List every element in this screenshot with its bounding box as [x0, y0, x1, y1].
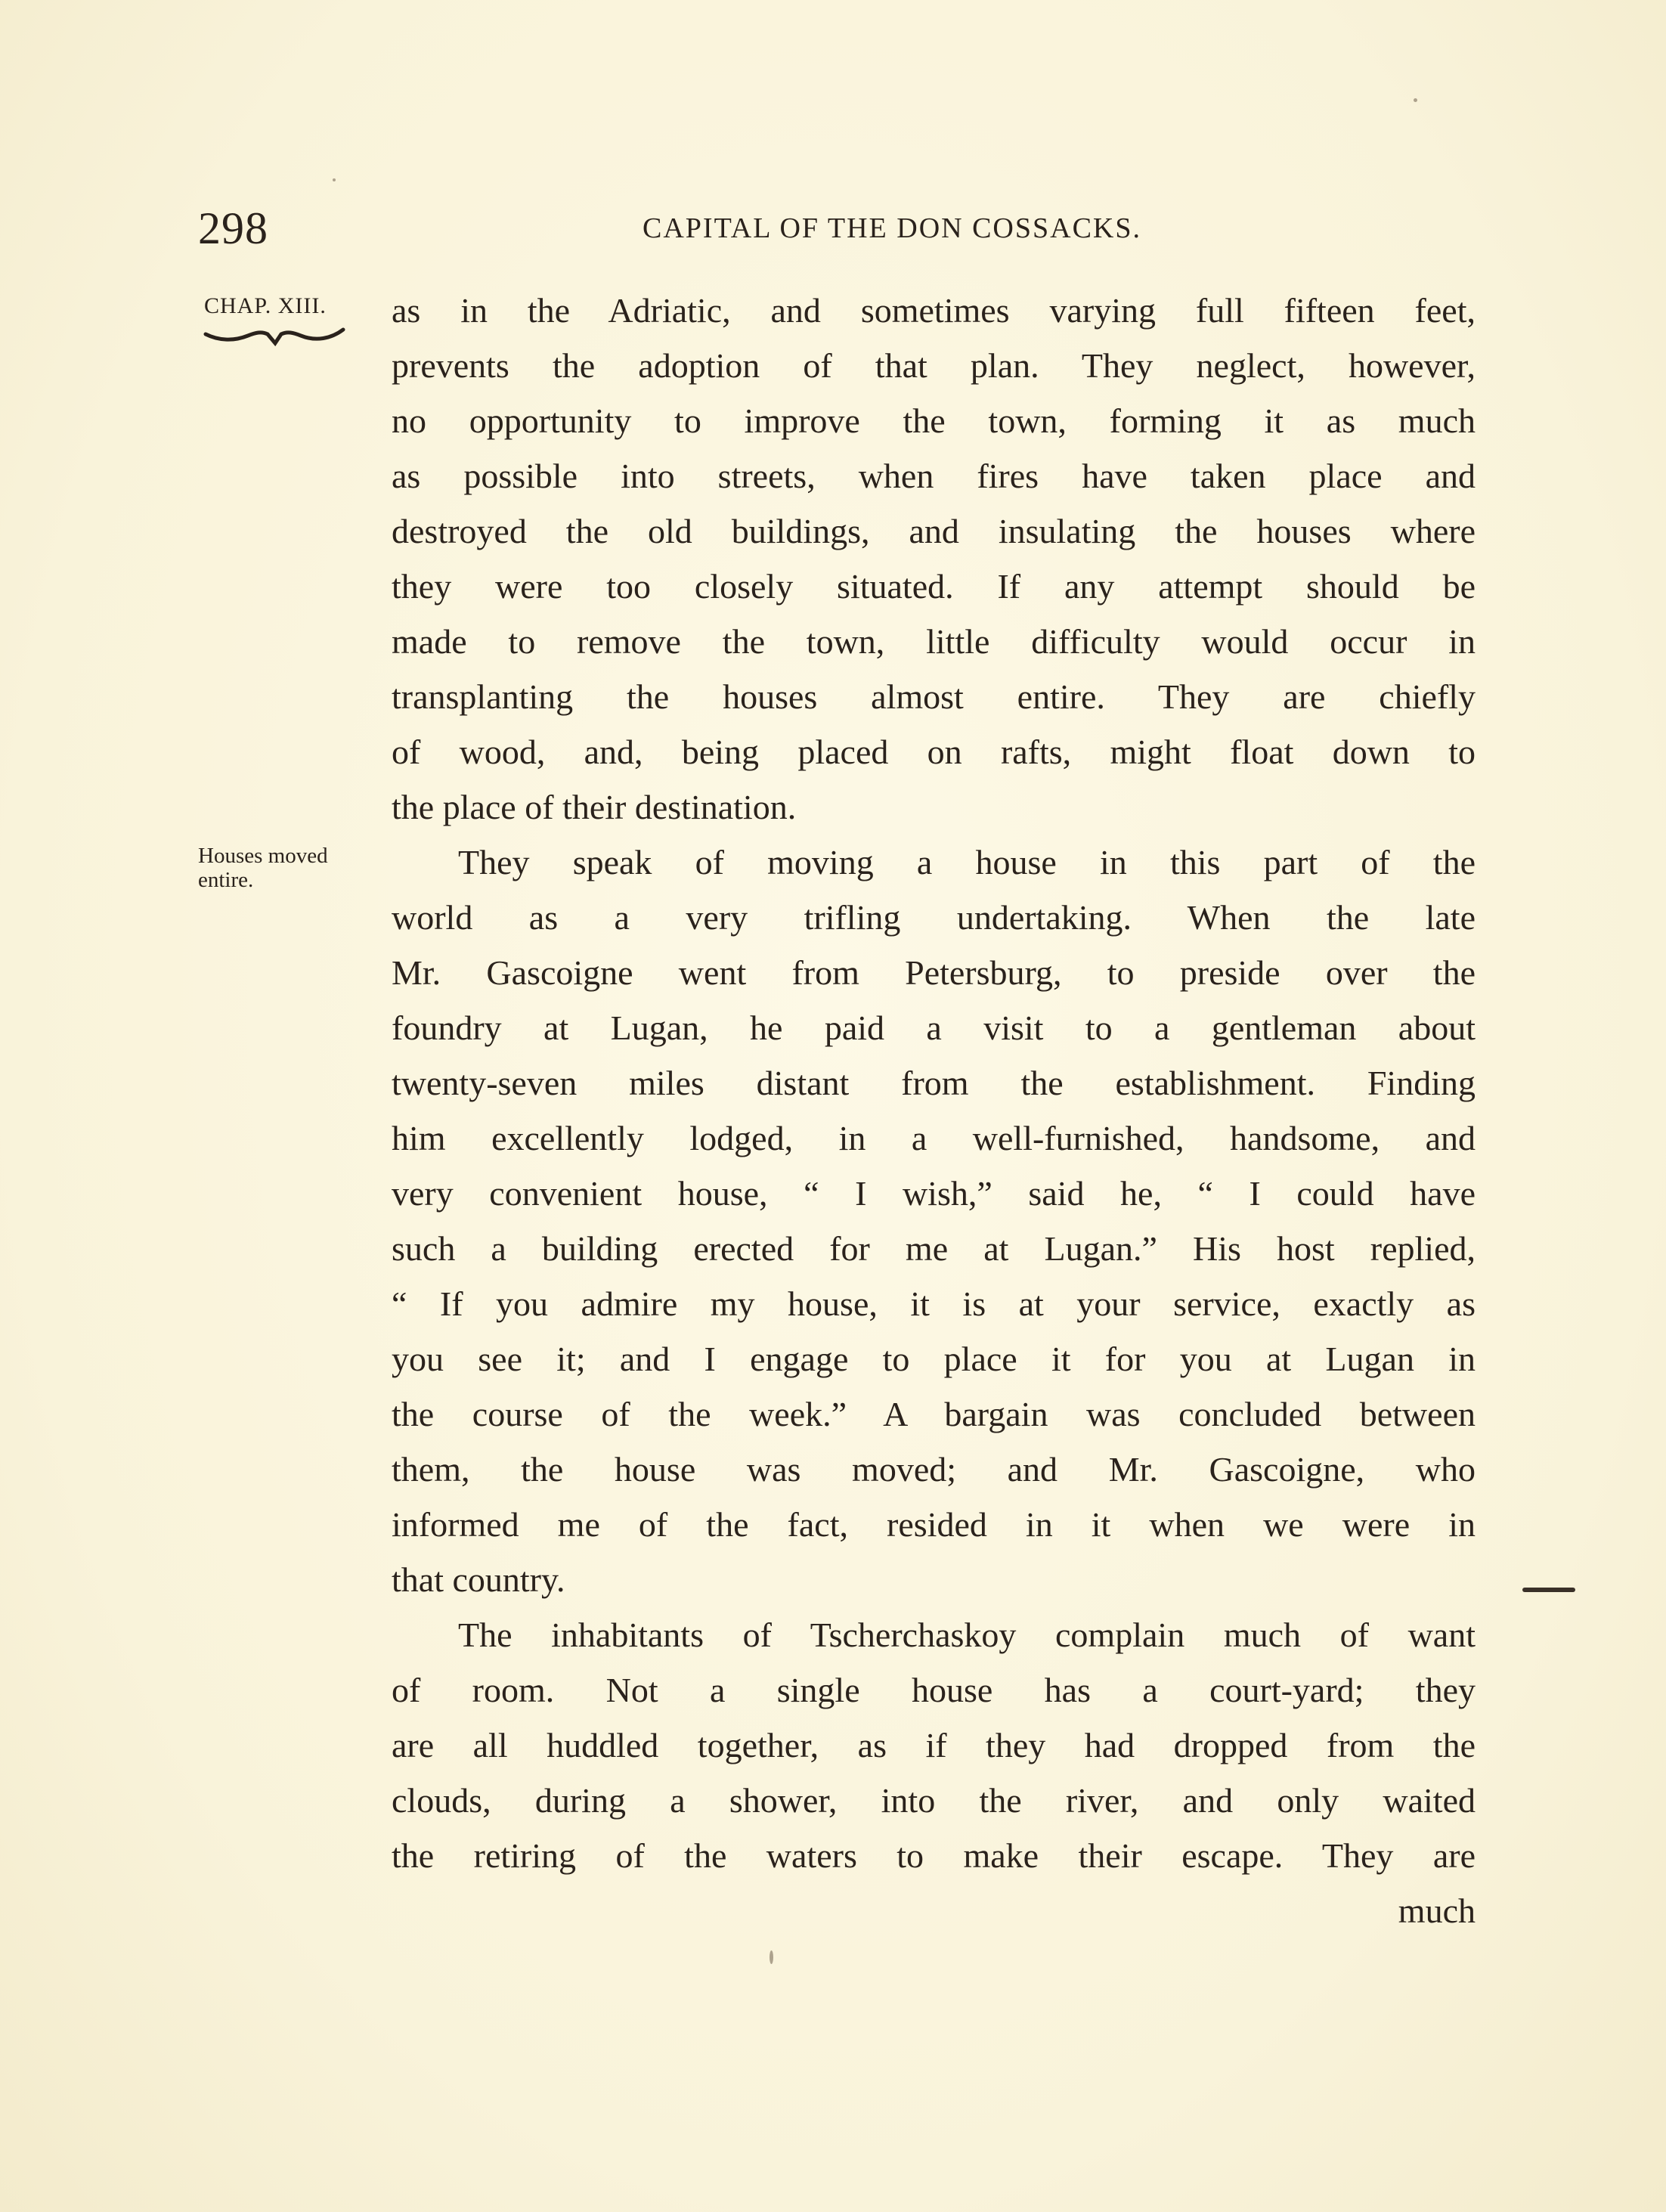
page-number: 298 — [198, 203, 268, 253]
text-line-22: them, the house was moved; and Mr. Gascoigne, who — [392, 1450, 1476, 1489]
ornament-flourish-icon — [203, 324, 346, 354]
text-line-26: of room. Not a single house has a court-yard; they — [392, 1671, 1476, 1709]
paper-speck — [1414, 98, 1417, 102]
text-line-27: are all huddled together, as if they had dropped from the — [392, 1726, 1476, 1764]
text-line-19: “ If you admire my house, it is at your service, exactly as — [392, 1284, 1476, 1323]
text-line-2: prevents the adoption of that plan. They neglect, however, — [392, 346, 1476, 385]
text-line-15: twenty-seven miles distant from the establishment. Finding — [392, 1064, 1476, 1102]
text-line-17: very convenient house, “ I wish,” said he, “ I could have — [392, 1174, 1476, 1213]
text-line-16: him excellently lodged, in a well-furnished, handsome, and — [392, 1119, 1476, 1157]
text-line-5: destroyed the old buildings, and insulating the houses where — [392, 512, 1476, 550]
sidenote-houses-moved: Houses moved entire. — [198, 844, 328, 892]
text-line-21: the course of the week.” A bargain was concluded between — [392, 1395, 1476, 1433]
text-line-10: the place of their destination. — [392, 788, 797, 826]
chapter-label: CHAP. XIII. — [204, 293, 327, 318]
catchword: much — [1398, 1891, 1476, 1930]
paper-speck — [333, 178, 336, 181]
text-line-11: They speak of moving a house in this part of the — [458, 843, 1476, 881]
text-line-6: they were too closely situated. If any attempt should be — [392, 567, 1476, 606]
text-line-20: you see it; and I engage to place it for you at Lugan in — [392, 1340, 1476, 1378]
text-line-8: transplanting the houses almost entire. They are chiefly — [392, 677, 1476, 716]
text-line-4: as possible into streets, when fires have taken place and — [392, 457, 1476, 495]
running-title: CAPITAL OF THE DON COSSACKS. — [643, 212, 1141, 244]
text-line-24: that country. — [392, 1560, 565, 1599]
edge-mark — [1522, 1588, 1575, 1592]
text-line-7: made to remove the town, little difficulty would occur in — [392, 622, 1476, 661]
text-line-1: as in the Adriatic, and sometimes varying full fifteen feet, — [392, 291, 1476, 330]
text-line-13: Mr. Gascoigne went from Petersburg, to preside over the — [392, 953, 1476, 992]
text-line-25: The inhabitants of Tscherchaskoy complain much of want — [458, 1616, 1476, 1654]
text-line-23: informed me of the fact, resided in it when we were in — [392, 1505, 1476, 1544]
text-line-29: the retiring of the waters to make their escape. They are — [392, 1836, 1476, 1875]
body-text — [392, 283, 1476, 1938]
text-line-12: world as a very trifling undertaking. When the late — [392, 898, 1476, 937]
paper-speck — [770, 1950, 773, 1964]
text-line-18: such a building erected for me at Lugan.” His host replied, — [392, 1229, 1476, 1268]
text-line-28: clouds, during a shower, into the river, and only waited — [392, 1781, 1476, 1820]
text-line-14: foundry at Lugan, he paid a visit to a gentleman about — [392, 1008, 1476, 1047]
text-line-3: no opportunity to improve the town, forming it as much — [392, 401, 1476, 440]
text-line-9: of wood, and, being placed on rafts, might float down to — [392, 733, 1476, 771]
